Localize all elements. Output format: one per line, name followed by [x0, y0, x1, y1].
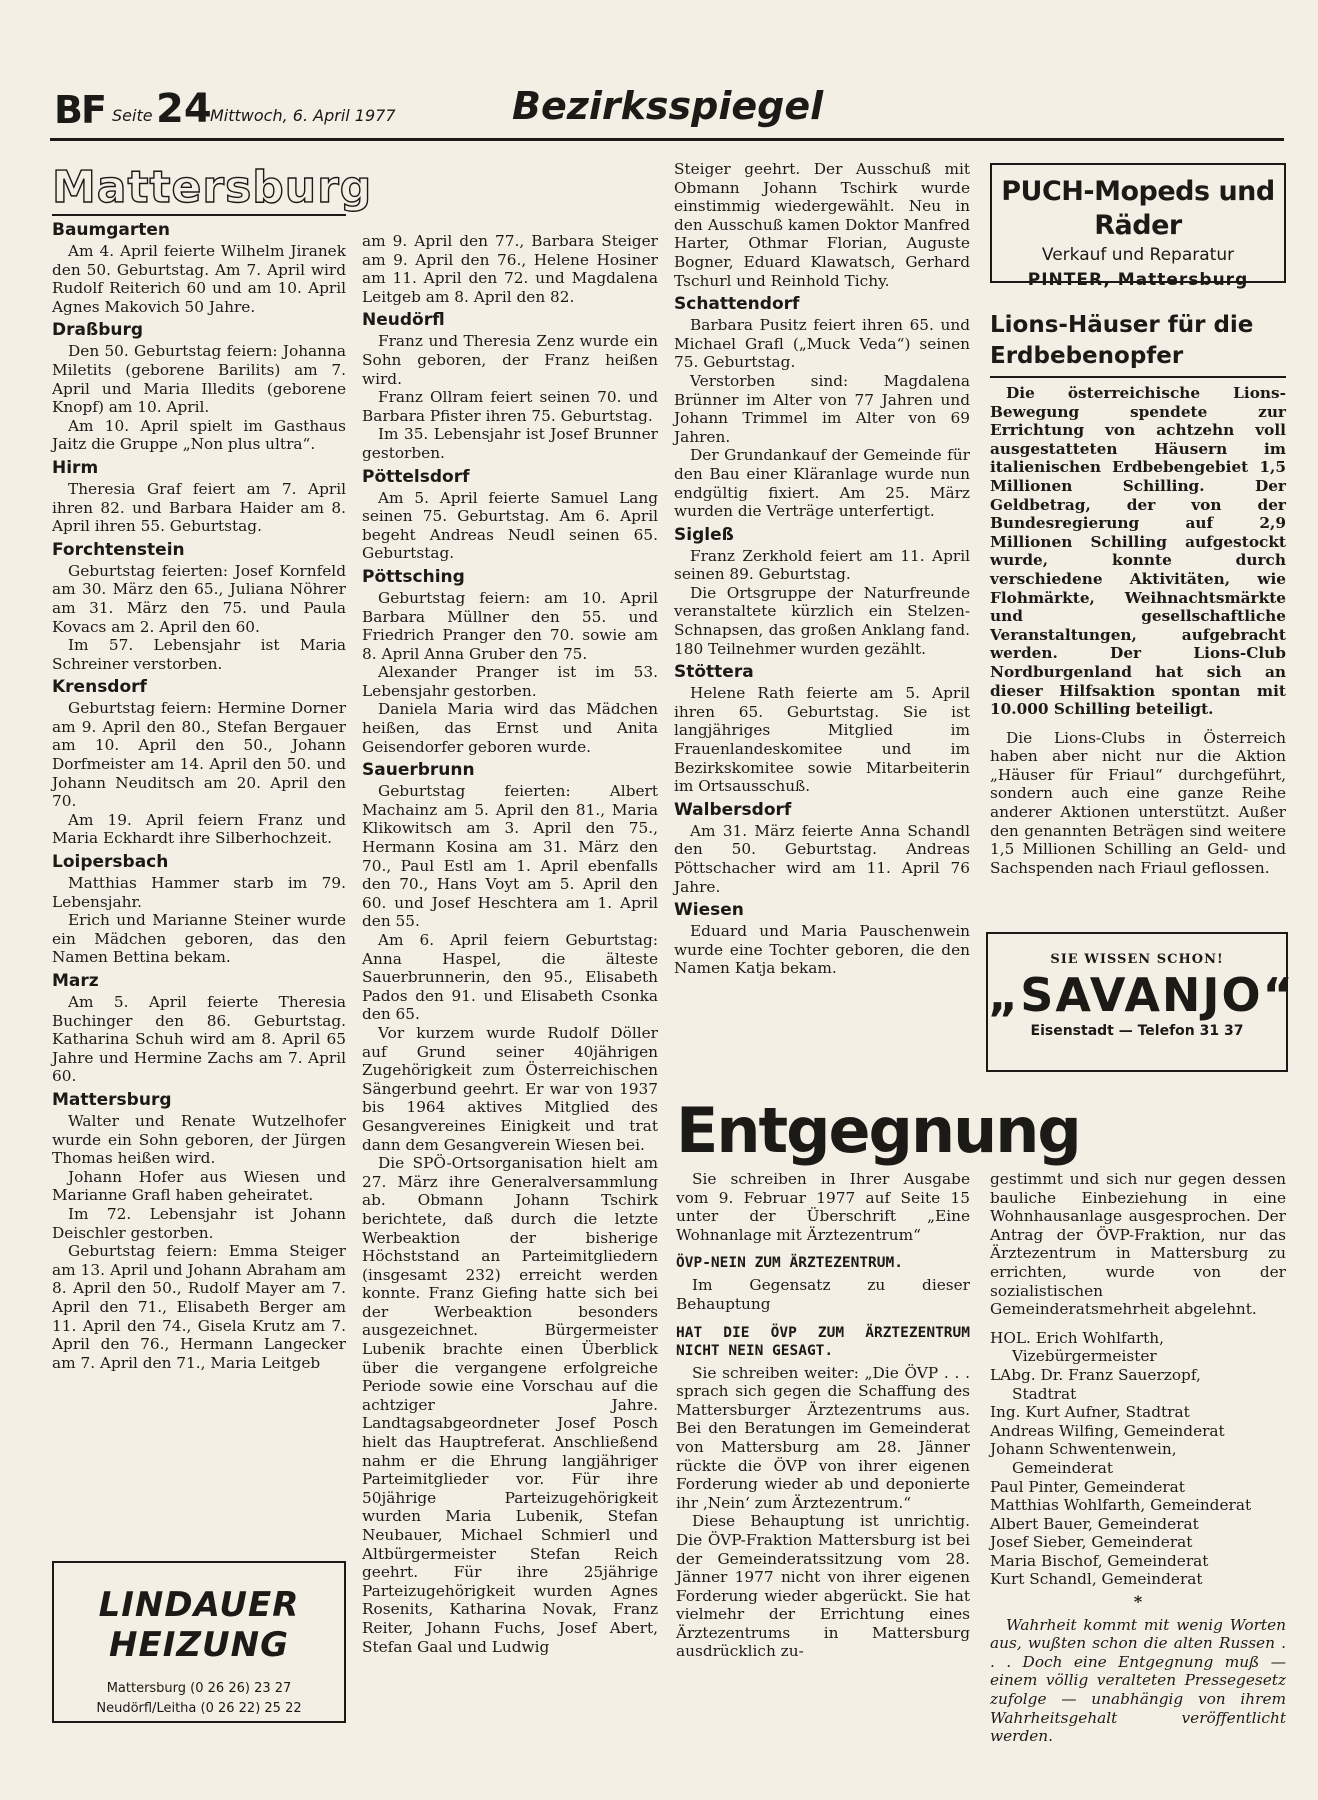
column-1 [52, 162, 373, 1372]
heading: Loipersbach [52, 852, 169, 873]
heading: Neudörfl [362, 310, 445, 331]
paragraph: am 9. April den 77., Barbara Steiger am 9. April den 76., Helene Hosiner am 11. April den 72. und Magdalena Leitgeb am 8. April den 82. [362, 232, 658, 306]
section-drassburg [52, 320, 346, 454]
heading: Walbersdorf [674, 799, 792, 820]
paragraph: Matthias Hammer starb im 79. Lebensjahr. [52, 874, 346, 911]
paragraph: Johann Hofer aus Wiesen und Marianne Grafl haben geheiratet. [52, 1167, 346, 1205]
signature: Matthias Wohlfarth, Gemeinderat [990, 1496, 1252, 1515]
paragraph: Franz und Theresia Zenz wurde ein Sohn geboren, der Franz heißen wird. [362, 332, 658, 388]
ad-puch-mopeds [990, 163, 1286, 290]
heading: Stöttera [674, 662, 754, 683]
ad-line: Verkauf und Reparatur [1041, 245, 1235, 265]
ad-phone: Mattersburg (0 26 26) 23 27 [106, 1681, 292, 1696]
signature: Andreas Wilfing, Gemeinderat [990, 1421, 1225, 1440]
paragraph: Geburtstag feierten: Albert Machainz am 5. April den 81., Maria Klikowitsch am 3. April den 75., Hermann Kosina am 31. März den 70., Paul Estl am 1. April ebenfalls den 70., Hans Voyt am 5. April den 60. und Josef Heschtera am 1. April den 55. [362, 782, 658, 931]
section-forchtenstein [52, 540, 346, 674]
ad-line: PUCH-Mopeds und Räder [1001, 176, 1275, 241]
paragraph: Am 31. März feierte Anna Schandl den 50. Geburtstag. Andreas Pöttschacher wird am 11. April 76 Jahre. [674, 821, 970, 896]
section-marz [52, 971, 346, 1086]
section-sauerbrunn [362, 760, 658, 1656]
paragraph: Am 5. April feierte Samuel Lang seinen 75. Geburtstag. Am 6. April begeht Andreas Neudl seinen 65. Geburtstag. [362, 488, 658, 563]
entgegnung-column-1 [676, 1170, 970, 1661]
subheading: ÖVP-NEIN ZUM ÄRZTEZENTRUM. [676, 1255, 903, 1272]
signature-list [990, 1329, 1286, 1589]
paragraph: Am 19. April feiern Franz und Maria Eckhardt ihre Silberhochzeit. [52, 810, 346, 848]
paragraph: Sie schreiben in Ihrer Ausgabe vom 9. Februar 1977 auf Seite 15 unter der Überschrift „Eine Wohnanlage mit Ärztezentrum“ [676, 1170, 970, 1244]
paragraph: Eduard und Maria Pauschenwein wurde eine Tochter geboren, die den Namen Katja bekam. [674, 922, 970, 978]
ad-line: HEIZUNG [109, 1625, 289, 1665]
heading: Hirm [52, 457, 99, 478]
page-number: 24 [156, 86, 212, 132]
paragraph: Franz Zerkhold feiert am 11. April seinen 89. Geburtstag. [674, 546, 970, 584]
paragraph: Die Lions-Clubs in Österreich haben aber nicht nur die Aktion „Häuser für Friaul“ durchgeführt, sondern auch eine ganze Reihe anderer Aktionen unterstützt. Außer den genannten Beträgen sind weitere 1,5 Millionen Schilling an Geld- und Sachspenden nach Friaul geflossen. [990, 728, 1286, 877]
heading: Mattersburg [52, 1089, 172, 1110]
section-poettsching [362, 567, 658, 756]
subheading: HAT DIE ÖVP ZUM ÄRZTEZENTRUM NICHT NEIN GESAGT. [676, 1324, 970, 1359]
ad-phone: Neudörfl/Leitha (0 26 22) 25 22 [96, 1701, 302, 1716]
paragraph: Franz Ollram feiert seinen 70. und Barbara Pfister ihren 75. Geburtstag. [362, 388, 658, 425]
paragraph: Erich und Marianne Steiner wurde ein Mädchen geboren, das den Namen Bettina bekam. [52, 911, 346, 967]
paragraph: Diese Behauptung ist unrichtig. Die ÖVP-Fraktion Mattersburg ist bei der Gemeinderatssitzung vom 28. Jänner 1977 nicht von ihrer eigenen Forderung wieder abgerückt. Sie hat vielmehr der Errichtung eines Ärztezentrums in Mattersburg ausdrücklich zu- [676, 1512, 970, 1661]
paragraph: Am 4. April feierte Wilhelm Jiranek den 50. Geburtstag. Am 7. April wird Rudolf Reiterich 60 und am 10. April Agnes Makovich 50 Jahre. [52, 242, 346, 316]
paragraph: Alexander Pranger ist im 53. Lebensjahr gestorben. [362, 663, 658, 700]
paragraph: gestimmt und sich nur gegen dessen bauliche Einbeziehung in eine Wohnhausanlage ausgesprochen. Der Antrag der ÖVP-Fraktion, nur das Ärztezentrum in Mattersburg zu errichten, wurde von der sozialistischen Gemeinderatsmehrheit abgelehnt. [990, 1170, 1286, 1319]
ad-line: LINDAUER [98, 1585, 300, 1625]
paragraph: Die SPÖ-Ortsorganisation hielt am 27. März ihre Generalversammlung ab. Obmann Johann Tschirk berichtete, daß durch die letzte Werbeaktion der bisherige Höchststand an Parteimitgliedern (insgesamt 232) erreicht werden konnte. Franz Giefing hatte sich bei der Werbeaktion besonders ausgezeichnet. Bürgermeister Lubenik brachte einen Überblick über die vergangene erfolgreiche Periode sowie eine Vorschau auf die achtziger Jahre. Landtagsabgeordneter Josef Posch hielt das Hauptreferat. Anschließend nahm er die Ehrung langjähriger Parteimitglieder vor. Für ihre 50jährige Parteizugehörigkeit wurden Maria Lubenik, Stefan Neubauer, Michael Schmierl und Altbürgermeister Stefan Reich geehrt. Für ihre 25jährige Parteizugehörigkeit wurden Agnes Rosenits, Katharina Novak, Franz Reiter, Johann Fuchs, Josef Abert, Stefan Gaal und Ludwig [362, 1154, 658, 1656]
ad-brand: „SAVANJO“ [988, 968, 1295, 1022]
issue-date: Mittwoch, 6. April 1977 [210, 106, 396, 125]
title-rule [52, 214, 346, 216]
heading: Wiesen [674, 900, 744, 921]
paragraph: Sie schreiben weiter: „Die ÖVP . . . sprach sich gegen die Schaffung des Mattersburger Ärztezentrums aus. Bei den Beratungen im Gemeinderat von Mattersburg am 28. Jänner rückte die ÖVP von ihrer eigenen Forderung wieder ab und deponierte ihr ‚Nein‘ zum Ärztezentrum.“ [676, 1363, 970, 1512]
section-mattersburg [52, 1090, 346, 1372]
paragraph: Vor kurzem wurde Rudolf Döller auf Grund seiner 40jährigen Zugehörigkeit zum Österreichischen Sängerbund geehrt. Er war von 1937 bis 1964 aktives Mitglied des Gesangvereines Einigkeit und trat dann dem Gesangverein Wiesen bei. [362, 1023, 658, 1154]
paragraph: Geburtstag feiern: Hermine Dorner am 9. April den 80., Stefan Bergauer am 10. April den 50., Johann Dorfmeister am 14. April den 50. und Johann Neuditsch am 20. April den 70. [52, 699, 346, 811]
paragraph: Am 6. April feiern Geburtstag: Anna Haspel, die älteste Sauerbrunnerin, den 95., Elisabeth Pados den 91. und Elisabeth Csonka den 65. [362, 931, 658, 1024]
paragraph: Verstorben sind: Magdalena Brünner im Alter von 77 Jahren und Johann Trimmel im Alter von 69 Jahren. [674, 371, 970, 446]
district-title: Mattersburg [52, 162, 373, 213]
signature: Maria Bischof, Gemeinderat [990, 1551, 1209, 1570]
heading: Sigleß [674, 524, 734, 545]
heading: Schattendorf [674, 294, 800, 315]
entgegnung-headline: Entgegnung [676, 1094, 1080, 1167]
paragraph: Der Grundankauf der Gemeinde für den Bau einer Kläranlage wurde nun endgültig fixiert. Am 25. März wurden die Verträge unterfertigt. [674, 446, 970, 521]
paragraph: Im 72. Lebensjahr ist Johann Deischler gestorben. [52, 1204, 346, 1242]
paragraph: Geburtstag feiern: am 10. April Barbara Müllner den 55. und Friedrich Pranger den 70. sowie am 8. April Anna Gruber den 75. [362, 588, 658, 663]
heading: Baumgarten [52, 220, 171, 240]
heading: Draßburg [52, 320, 144, 341]
paragraph: Geburtstag feierten: Josef Kornfeld am 30. März den 65., Juliana Nöhrer am 31. März den 75. und Paula Kovacs am 2. April den 60. [52, 561, 346, 636]
lions-rule [990, 376, 1286, 378]
separator-star: * [1133, 1592, 1143, 1612]
paragraph: Helene Rath feierte am 5. April ihren 65. Geburtstag. Sie ist langjähriges Mitglied im Frauenlandeskomitee und im Bezirkskomitee sowie Mitarbeiterin im Ortsausschuß. [674, 684, 970, 796]
paragraph: Im Gegensatz zu dieser Behauptung [676, 1276, 970, 1313]
section-stoettera [674, 662, 970, 796]
paragraph: Walter und Renate Wutzelhofer wurde ein Sohn geboren, der Jürgen Thomas heißen wird. [52, 1111, 346, 1168]
signature: Johann Schwentenwein, Gemeinderat [990, 1440, 1177, 1477]
signature: Ing. Kurt Aufner, Stadtrat [990, 1403, 1190, 1422]
ad-lindauer-heizung [52, 1561, 346, 1723]
masthead [50, 82, 1284, 141]
section-title: Bezirksspiegel [512, 84, 824, 128]
section-baumgarten [52, 220, 346, 316]
heading: Pöttsching [362, 566, 465, 587]
paper-logo: BF [54, 88, 105, 132]
paragraph: Daniela Maria wird das Mädchen heißen, das Ernst und Anita Geisendorfer geboren wurde. [362, 700, 658, 756]
paragraph: Steiger geehrt. Der Ausschuß mit Obmann Johann Tschirk wurde einstimmig wiedergewählt. Neu in den Ausschuß kamen Doktor Manfred Harter, Othmar Florian, Auguste Bogner, Eduard Klawatsch, Gerhard Tschurl und Reinhold Tichy. [674, 160, 970, 290]
lions-article [990, 384, 1286, 877]
paragraph: Im 35. Lebensjahr ist Josef Brunner gestorben. [362, 425, 658, 462]
ad-phone: Eisenstadt — Telefon 31 37 [1030, 1023, 1244, 1039]
paragraph: Am 5. April feierte Theresia Buchinger den 86. Geburtstag. Katharina Schuh wird am 8. April 65 Jahre und Hermine Zachs am 7. April 60. [52, 993, 346, 1086]
section-poettelsdorf [362, 467, 658, 563]
ad-line: PINTER, Mattersburg [1027, 270, 1249, 290]
section-neudoerfl [362, 310, 658, 462]
section-loipersbach [52, 852, 346, 967]
paragraph: Den 50. Geburtstag feiern: Johanna Miletits (geborene Barilits) am 7. April und Maria Illedits (geborene Knopf) am 10. April. [52, 342, 346, 417]
section-hirm [52, 458, 346, 536]
section-schattendorf [674, 294, 970, 521]
lions-headline: Lions-Häuser für die Erdbebenopfer [990, 312, 1254, 369]
lead-paragraph: Die österreichische Lions-Bewegung spendete zur Errichtung von achtzehn voll ausgestatteten Häusern im italienischen Erdbebengebiet 1,5 Millionen Schilling. Der Geldbetrag, der von der Bundesregierung auf 2,9 Millionen Schilling aufgestockt wurde, konnte durch verschiedene Aktivitäten, wie Flohmärkte, Weihnachtsmärkte und gesellschaftliche Veranstaltungen, aufgebracht werden. Der Lions-Club Nordburgenland hat sich an dieser Hilfsaktion spontan mit 10.000 Schilling beteiligt. [990, 384, 1286, 719]
signature: Albert Bauer, Gemeinderat [990, 1514, 1199, 1533]
heading: Sauerbrunn [362, 760, 475, 781]
section-sigless [674, 525, 970, 659]
signature: Paul Pinter, Gemeinderat [990, 1477, 1185, 1496]
heading: Krensdorf [52, 677, 147, 698]
section-wiesen [674, 900, 970, 978]
heading: Pöttelsdorf [362, 466, 470, 487]
paragraph: Im 57. Lebensjahr ist Maria Schreiner verstorben. [52, 636, 346, 673]
signature: Josef Sieber, Gemeinderat [990, 1533, 1193, 1552]
column-2 [362, 232, 658, 1656]
paragraph: Geburtstag feiern: Emma Steiger am 13. April und Johann Abraham am 8. April den 50., Rudolf Mayer am 7. April den 71., Elisabeth Berger am 11. April den 74., Gisela Krutz am 7. April den 76., Hermann Langecker am 7. April den 71., Maria Leitgeb [52, 1242, 346, 1372]
entgegnung-column-2 [990, 1170, 1286, 1746]
paragraph: Barbara Pusitz feiert ihren 65. und Michael Grafl („Muck Veda“) seinen 75. Geburtstag. [674, 316, 970, 372]
heading: Marz [52, 971, 99, 991]
heading: Forchtenstein [52, 539, 185, 560]
column-3 [674, 160, 970, 978]
paragraph: Die Ortsgruppe der Naturfreunde veranstaltete kürzlich ein Stelzen-Schnapsen, das großen Anklang fand. 180 Teilnehmer wurden gezählt. [674, 583, 970, 658]
paragraph: Theresia Graf feiert am 7. April ihren 82. und Barbara Haider am 8. April ihren 55. Geburtstag. [52, 479, 346, 536]
signature: Kurt Schandl, Gemeinderat [990, 1570, 1203, 1589]
signature: HOL. Erich Wohlfarth, Vizebürgermeister [990, 1328, 1165, 1366]
section-krensdorf [52, 677, 346, 848]
ad-savanjo [986, 932, 1295, 1072]
signature: LAbg. Dr. Franz Sauerzopf, Stadtrat [990, 1365, 1201, 1403]
ad-line: SIE WISSEN SCHON! [1050, 952, 1224, 967]
page-label: Seite [112, 106, 153, 125]
paragraph: Am 10. April spielt im Gasthaus Jaitz die Gruppe „Non plus ultra“. [52, 416, 346, 454]
closing-paragraph: Wahrheit kommt mit wenig Worten aus, wußten schon die alten Russen . . . Doch eine Entgegnung muß — einem völlig veralteten Pressegesetz zufolge — unabhängig von ihrem Wahrheitsgehalt veröffentlicht werden. [990, 1615, 1286, 1746]
section-walbersdorf [674, 800, 970, 896]
